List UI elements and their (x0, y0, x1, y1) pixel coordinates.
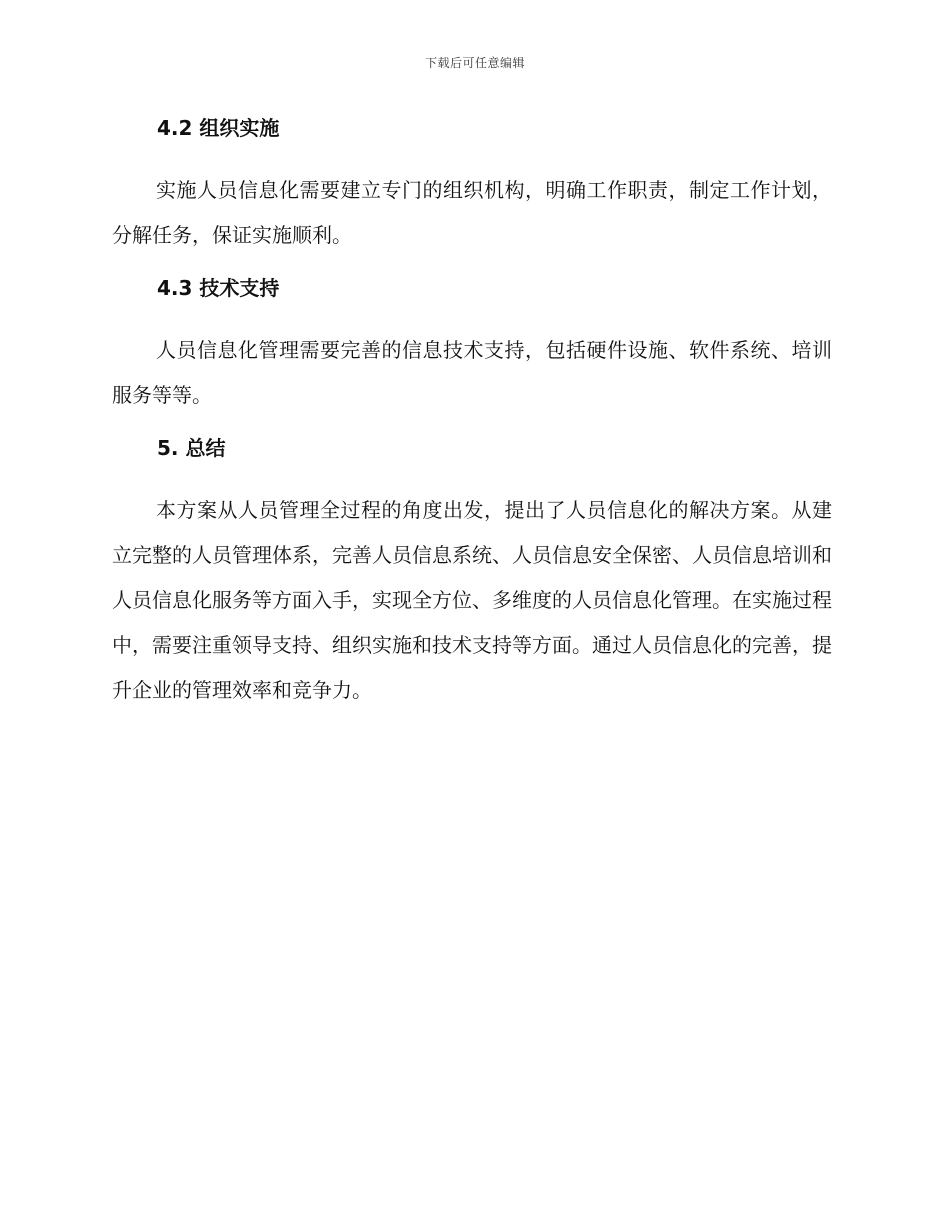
document-body (112, 112, 832, 713)
section-heading-4-3: 4.3 技术支持 (157, 276, 280, 300)
section-paragraph-4-2: 实施人员信息化需要建立专门的组织机构，明确工作职责，制定工作计划，分解任务，保证实施顺利。 (112, 178, 832, 247)
section-heading-5: 5. 总结 (157, 436, 226, 460)
section-paragraph-4-3: 人员信息化管理需要完善的信息技术支持，包括硬件设施、软件系统、培训服务等等。 (112, 338, 832, 407)
section-heading-4-2: 4.2 组织实施 (157, 116, 280, 140)
page-header: 下载后可任意编辑 (424, 56, 525, 70)
section-paragraph-5: 本方案从人员管理全过程的角度出发，提出了人员信息化的解决方案。从建立完整的人员管理体系，完善人员信息系统、人员信息安全保密、人员信息培训和人员信息化服务等方面入手，实现全方位、多维度的人员信息化管理。在实施过程中，需要注重领导支持、组织实施和技术支持等方面。通过人员信息化的完善，提升企业的管理效率和竞争力。 (112, 498, 832, 702)
